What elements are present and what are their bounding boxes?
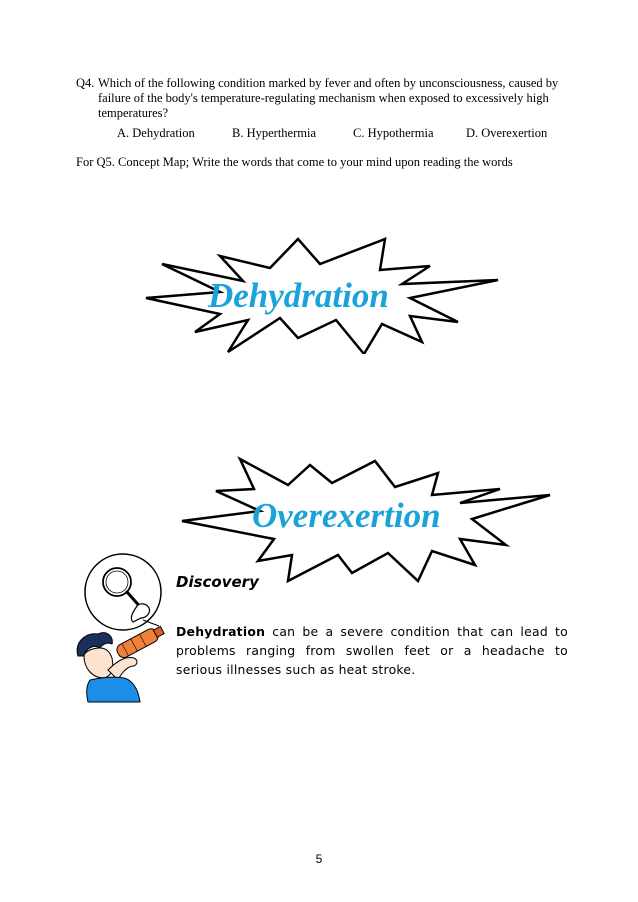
discovery-term: Dehydration <box>176 624 266 639</box>
option-c: C. Hypothermia <box>353 126 434 140</box>
discovery-paragraph <box>176 622 568 679</box>
page-number: 5 <box>315 852 323 866</box>
question-5-instruction: For Q5. Concept Map; Write the words that come to your mind upon reading the words <box>76 155 513 169</box>
discovery-heading: Discovery <box>176 573 259 591</box>
magnifying-glass-icon <box>83 552 163 632</box>
option-d: D. Overexertion <box>466 126 548 140</box>
concept-word-dehydration: Dehydration <box>208 276 389 315</box>
question-number: Q4. <box>76 76 95 90</box>
question-stem: Which of the following condition marked by fever and often by unconsciousness, caused by failure of the body's temperature-regulating mechanism when exposed to excessively high temperatures? <box>98 76 559 120</box>
person-drinking-icon <box>72 622 180 704</box>
option-a: A. Dehydration <box>117 126 195 140</box>
question-4 <box>76 76 566 121</box>
concept-word-overexertion: Overexertion <box>252 496 441 535</box>
option-b: B. Hyperthermia <box>232 126 317 140</box>
discovery-body: can be a severe condition that can lead to problems ranging from swollen feet or a headache to serious illnesses such as heat stroke. <box>176 624 568 677</box>
